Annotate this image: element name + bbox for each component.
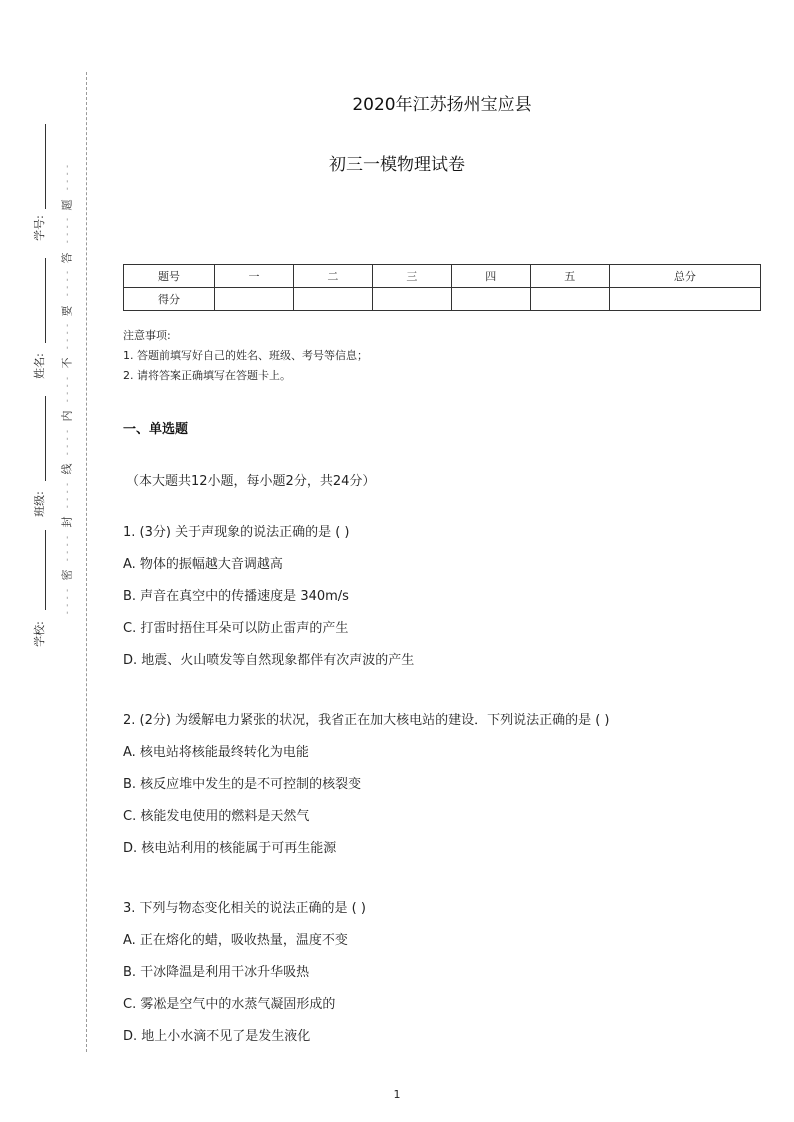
score-input-cell[interactable] [530, 288, 609, 311]
option-d: D. 核电站利用的核能属于可再生能源 [123, 841, 337, 856]
question-1 [123, 523, 414, 683]
score-table-cell: 题号 [124, 265, 215, 288]
option-c: C. 打雷时捂住耳朵可以防止雷声的产生 [123, 621, 349, 636]
school-line[interactable] [45, 530, 46, 610]
seal-char: 题 [60, 199, 73, 211]
notes-title: 注意事项: [123, 329, 171, 342]
score-table-cell: 五 [530, 265, 609, 288]
question-3 [123, 899, 366, 1059]
option-a: A. 核电站将核能最终转化为电能 [123, 745, 309, 760]
score-table [123, 264, 761, 311]
section-heading: 一、单选题 [123, 422, 189, 437]
school-field [26, 618, 52, 647]
score-table-cell: 总分 [609, 265, 760, 288]
student-name-label: 姓名: [32, 353, 46, 379]
seal-char: 答 [60, 252, 73, 264]
question-2 [123, 711, 610, 871]
seal-char: 要 [60, 305, 73, 317]
option-c: C. 雾凇是空气中的水蒸气凝固形成的 [123, 997, 336, 1012]
option-d: D. 地震、火山喷发等自然现象都伴有次声波的产生 [123, 653, 415, 668]
section-description: （本大题共12小题，每小题2分，共24分） [126, 474, 376, 489]
score-input-cell[interactable] [609, 288, 760, 311]
question-stem: 1. (3分) 关于声现象的说法正确的是 ( ) [123, 525, 350, 540]
option-a: A. 正在熔化的蜡，吸收热量，温度不变 [123, 933, 348, 948]
score-table-header-row [124, 265, 761, 288]
student-id-label: 学号: [32, 215, 46, 241]
score-table-cell: 二 [293, 265, 372, 288]
notes-item: 1. 答题前填写好自己的姓名、班级、考号等信息； [123, 349, 368, 362]
option-b: B. 干冰降温是利用干冰升华吸热 [123, 965, 310, 980]
score-input-cell[interactable] [215, 288, 294, 311]
binding-dashed-line [86, 72, 87, 1052]
seal-char: 密 [60, 569, 73, 581]
score-input-cell[interactable] [451, 288, 530, 311]
school-label: 学校: [32, 621, 46, 647]
score-input-cell[interactable] [293, 288, 372, 311]
student-name-field [26, 350, 52, 379]
exam-region-title: 2020年江苏扬州宝应县 [352, 95, 532, 115]
seal-char: 线 [60, 463, 73, 475]
score-row-label: 得分 [124, 288, 215, 311]
student-id-field [26, 212, 52, 241]
class-field [26, 488, 52, 517]
exam-subject-title: 初三一模物理试卷 [329, 155, 465, 175]
page-number: 1 [393, 1088, 401, 1101]
question-stem: 3. 下列与物态变化相关的说法正确的是 ( ) [123, 901, 366, 916]
score-table-cell: 一 [215, 265, 294, 288]
score-table-cell: 四 [451, 265, 530, 288]
class-line[interactable] [45, 396, 46, 481]
score-table-cell: 三 [372, 265, 451, 288]
seal-char: 不 [60, 357, 73, 369]
class-label: 班级: [32, 491, 46, 517]
option-c: C. 核能发电使用的燃料是天然气 [123, 809, 310, 824]
score-table-score-row [124, 288, 761, 311]
seal-char: 内 [60, 410, 73, 422]
option-a: A. 物体的振幅越大音调越高 [123, 557, 283, 572]
seal-char: 封 [60, 516, 73, 528]
score-input-cell[interactable] [372, 288, 451, 311]
question-stem: 2. (2分) 为缓解电力紧张的状况，我省正在加大核电站的建设．下列说法正确的是 ( ) [123, 713, 610, 728]
option-b: B. 核反应堆中发生的是不可控制的核裂变 [123, 777, 362, 792]
exam-notes [123, 326, 368, 386]
option-b: B. 声音在真空中的传播速度是 340m/s [123, 589, 349, 604]
student-name-line[interactable] [45, 258, 46, 343]
notes-item: 2. 请将答案正确填写在答题卡上。 [123, 369, 291, 382]
option-d: D. 地上小水滴不见了是发生液化 [123, 1029, 311, 1044]
seal-column: - - - - 题 - - - - 答 - - - - 要 - - - - 不 - - - - 内 - - - - 线 - - - - 封 - - - - 密 - - - - [60, 165, 73, 615]
